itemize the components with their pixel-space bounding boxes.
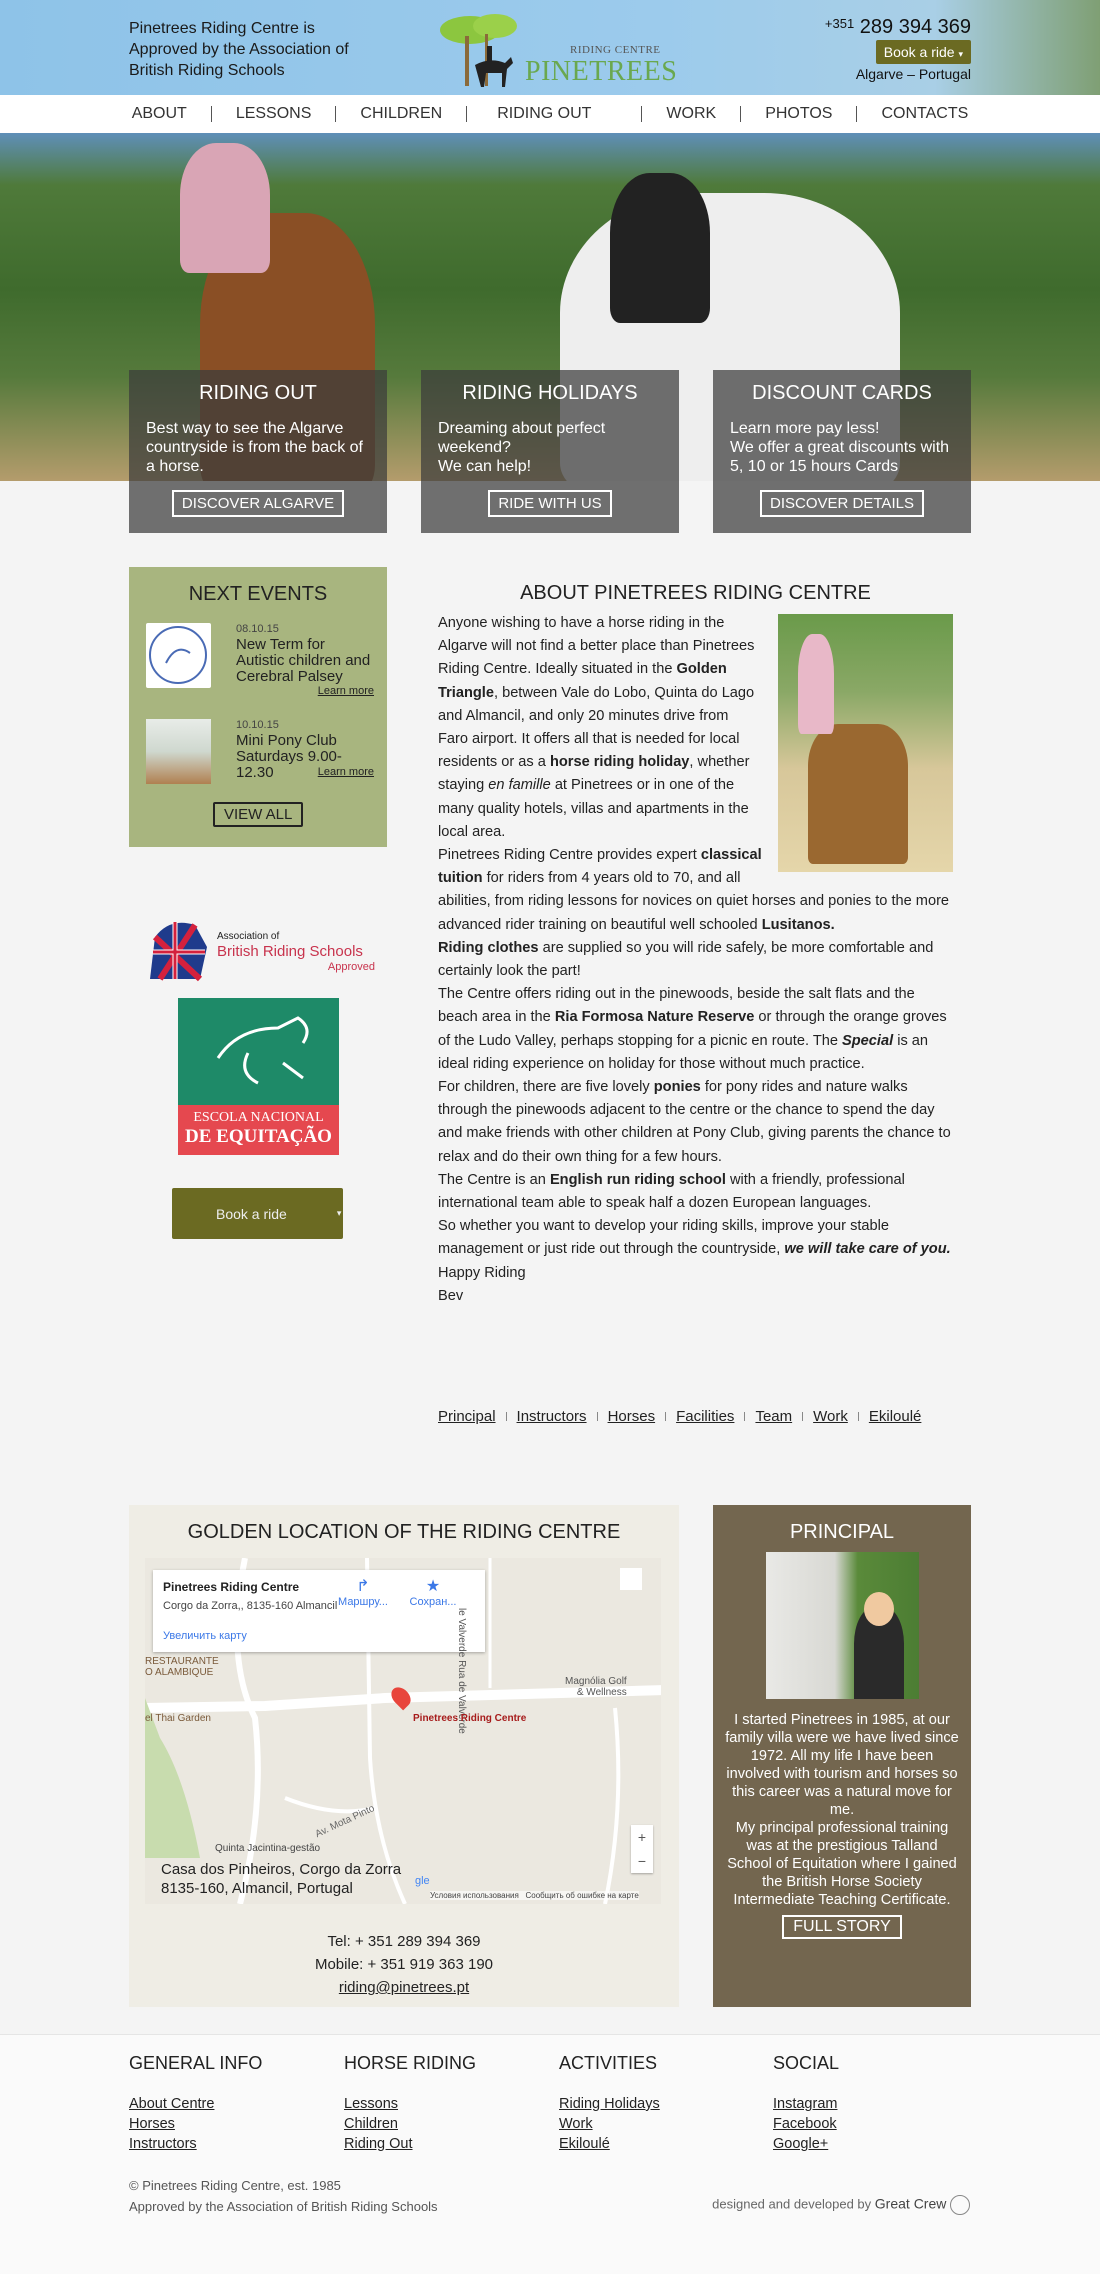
zoom-controls [631, 1825, 653, 1873]
nav-lessons[interactable]: LESSONS [212, 106, 337, 122]
directions-label: Маршру... [338, 1596, 388, 1608]
about-sublinks [438, 1408, 921, 1425]
report-link[interactable]: Сообщить об ошибке на карте [525, 1891, 639, 1900]
principal-photo [766, 1552, 919, 1699]
event-date: 08.10.15 [236, 623, 279, 635]
principal-title: PRINCIPAL [789, 1521, 895, 1543]
save-button[interactable] [403, 1576, 463, 1608]
book-a-ride-button[interactable] [876, 40, 971, 64]
info-place: Pinetrees Riding Centre [163, 1580, 300, 1594]
footer-col-social: SOCIAL Instagram Facebook Google+ [773, 2053, 973, 2154]
map-thumbnail-icon[interactable] [620, 1568, 642, 1590]
event-item [146, 719, 374, 789]
map-label: el Thai Garden [145, 1713, 211, 1724]
principal-text: My principal professional training was at the prestigious Talland School of Equitation where I gained the British Horse Society Intermediate Teaching Certificate. [727, 1820, 957, 1908]
card-text: Dreaming about perfect weekend? We can help! [438, 420, 606, 475]
copyright: © Pinetrees Riding Centre, est. 1985 Approved by the Association of British Riding Schools [129, 2178, 438, 2214]
card-riding-holidays [421, 370, 679, 533]
terms-link[interactable]: Условия использования [430, 1891, 519, 1900]
header-tagline: Pinetrees Riding Centre is Approved by the Association of British Riding Schools [129, 20, 349, 79]
caret-down-icon: ▾ [958, 49, 963, 59]
about-paragraph: Pinetrees Riding Centre provides expert classical tuition for riders from 4 years old to 70, and all abilities, from riding lessons for novices on quiet horses and ponies to the more advanced rider training on beautiful well schooled Lusitanos. [438, 847, 950, 933]
pine-tree-rider-icon [435, 10, 525, 88]
ene-text: DE EQUITAÇÃO [185, 1126, 332, 1147]
pin-label: Pinetrees Riding Centre [413, 1713, 527, 1724]
about-paragraph: Riding clothes are supplied so you will ride safely, be more comfortable and certainly look the part! [438, 939, 934, 980]
star-icon: ★ [425, 1578, 441, 1595]
principal-text: I started Pinetrees in 1985, at our family villa were we have lived since 1972. All my life I have been involved with tourism and horses so this career was a natural move for me. [725, 1712, 959, 1818]
map-label: RESTAURANTE O ALAMBIQUE [145, 1656, 219, 1678]
link-instructors[interactable]: Instructors [516, 1408, 587, 1425]
google-map[interactable] [145, 1558, 661, 1904]
event-title: New Term for Autistic children and Cerebral Palsey [236, 636, 371, 685]
zoom-out-button[interactable]: − [637, 1853, 647, 1869]
ride-with-us-button[interactable]: RIDE WITH US [488, 490, 611, 517]
directions-button[interactable] [333, 1576, 393, 1608]
book-a-ride-sidebar-button[interactable] [172, 1188, 343, 1239]
nav-work[interactable]: WORK [642, 106, 741, 122]
card-title: RIDING OUT [199, 382, 317, 404]
nav-photos[interactable]: PHOTOS [741, 106, 857, 122]
event-thumbnail [146, 623, 211, 688]
mobile: Mobile: + 351 919 363 190 [314, 1956, 494, 1973]
footer-link[interactable]: Instructors [129, 2136, 197, 2152]
footer-link[interactable]: About Centre [129, 2096, 215, 2112]
card-text: Best way to see the Algarve countryside is from the back of a horse. [146, 420, 363, 475]
abrs-name: British Riding Schools [217, 943, 363, 960]
directions-icon: ↱ [356, 1578, 370, 1595]
footer-link[interactable]: Riding Out [344, 2136, 413, 2152]
map-footer [430, 1891, 639, 1900]
learn-more-link[interactable]: Learn more [317, 685, 374, 697]
book-label: Book a ride [216, 1205, 287, 1222]
map-label: Av. Mota Pinto [313, 1802, 377, 1841]
logo-subtitle: RIDING CENTRE [570, 44, 661, 56]
link-facilities[interactable]: Facilities [676, 1408, 735, 1425]
full-story-button[interactable]: FULL STORY [782, 1915, 902, 1939]
save-label: Сохран... [409, 1596, 457, 1608]
about-paragraph: So whether you want to develop your riding skills, improve your stable management or just ride out through the countryside, we will take care of you. [438, 1218, 951, 1258]
about-section [438, 582, 953, 1308]
facebook-link[interactable]: Facebook [773, 2116, 837, 2132]
principal-panel [713, 1505, 971, 2007]
email-link[interactable]: riding@pinetrees.pt [338, 1979, 470, 1996]
great-crew-logo-icon [950, 2195, 970, 2215]
footer-link[interactable]: Work [559, 2116, 593, 2132]
abrs-text: Association of [217, 931, 280, 942]
event-date: 10.10.15 [236, 719, 279, 731]
location-title: GOLDEN LOCATION OF THE RIDING CENTRE [187, 1521, 621, 1543]
enlarge-map-link[interactable]: Увеличить карту [163, 1630, 247, 1642]
footer-col-horse-riding: HORSE RIDING Lessons Children Riding Out [344, 2053, 544, 2154]
instagram-link[interactable]: Instagram [773, 2096, 838, 2112]
link-horses[interactable]: Horses [607, 1408, 656, 1425]
events-title: NEXT EVENTS [188, 583, 328, 605]
galloping-horse-icon [178, 998, 339, 1105]
link-team[interactable]: Team [755, 1408, 793, 1425]
map-label: Quinta Jacintina-gestão [215, 1843, 321, 1854]
about-text [438, 612, 953, 1308]
developer-credit[interactable]: designed and developed by Great Crew [712, 2195, 970, 2215]
nav-about[interactable]: ABOUT [108, 106, 212, 122]
google-logo: gle [415, 1875, 430, 1887]
card-title: RIDING HOLIDAYS [462, 382, 638, 404]
site-footer [0, 2034, 1100, 2274]
link-principal[interactable]: Principal [438, 1408, 496, 1425]
logo-title: PINETREES [525, 56, 678, 87]
about-paragraph: For children, there are five lovely ponies for pony rides and nature walks through the pinewoods adjacent to the centre or the chance to spend the day and make friends with other children at Pony Club, giving parents the chance to relax and do their own thing for a few hours. [438, 1079, 951, 1165]
link-ekiloule[interactable]: Ekiloulé [868, 1408, 922, 1425]
footer-col-general-info: GENERAL INFO About Centre Horses Instructors [129, 2053, 329, 2154]
footer-link[interactable]: Horses [129, 2116, 175, 2132]
site-logo[interactable] [435, 10, 678, 88]
footer-link[interactable]: Children [344, 2116, 398, 2132]
ene-text: ESCOLA NACIONAL [193, 1110, 324, 1125]
phone-prefix: +351 [824, 16, 855, 31]
about-paragraph: The Centre offers riding out in the pinewoods, beside the salt flats and the beach area in the Ria Formosa Nature Reserve or through the orange groves of the Ludo Valley, perhaps stopping for a picnic en route. The Special is an ideal riding experience on holiday for those without much practice. [438, 986, 947, 1072]
about-title: ABOUT PINETREES RIDING CENTRE [520, 582, 871, 604]
event-title: Mini Pony Club Saturdays 9.00-12.30 [236, 732, 342, 781]
nav-children[interactable]: CHILDREN [336, 106, 467, 122]
nav-contacts[interactable]: CONTACTS [881, 105, 969, 122]
abrs-approved: Approved [327, 961, 375, 973]
signoff: Happy Riding [438, 1264, 526, 1281]
info-address: Corgo da Zorra,, 8135-160 Almancil [163, 1600, 338, 1612]
discover-algarve-button[interactable]: DISCOVER ALGARVE [172, 490, 344, 517]
book-label: Book a ride [883, 44, 955, 60]
card-text: Learn more pay less! We offer a great discounts with 5, 10 or 15 hours Cards [730, 420, 950, 475]
card-discount-cards [713, 370, 971, 533]
link-work[interactable]: Work [813, 1408, 848, 1425]
next-events-panel [129, 567, 387, 847]
view-all-button[interactable]: VIEW ALL [213, 802, 303, 827]
tel: Tel: + 351 289 394 369 [327, 1933, 481, 1950]
contact-info [129, 1930, 679, 1999]
card-riding-out [129, 370, 387, 533]
header-phone[interactable] [825, 16, 971, 39]
map-label: Magnólia Golf & Wellness [565, 1676, 627, 1698]
phone-number: 289 394 369 [859, 16, 971, 38]
location-panel [129, 1505, 679, 2007]
footer-link[interactable]: Lessons [344, 2096, 399, 2112]
union-jack-horse-icon [145, 917, 210, 982]
main-nav [0, 95, 1100, 133]
map-info-window [153, 1570, 485, 1652]
about-paragraph: Anyone wishing to have a horse riding in the Algarve will not find a better place than Pinetrees Riding Centre. Ideally situated in the Golden Triangle, between Vale do Lobo, Quinta do Lago and Almancil, and only 20 minutes drive from Faro airport. It offers all that is needed for local residents or as a horse riding holiday, whether staying en famille at Pinetrees or in one of the many quality hotels, villas and apartments in the local area. [438, 615, 755, 840]
footer-link[interactable]: Ekiloulé [559, 2136, 610, 2152]
discover-details-button[interactable]: DISCOVER DETAILS [760, 490, 924, 517]
escola-nacional-logo[interactable] [178, 998, 339, 1155]
learn-more-link[interactable]: Learn more [317, 766, 374, 778]
rider-shape [180, 143, 270, 273]
card-title: DISCOUNT CARDS [752, 382, 932, 404]
nav-riding-out[interactable]: RIDING OUT [467, 106, 642, 122]
rider-photo [778, 614, 953, 872]
caret-down-icon: ▾ [336, 1208, 342, 1218]
abrs-logo[interactable] [145, 915, 375, 985]
address: Casa dos Pinheiros, Corgo da Zorra 8135-160, Almancil, Portugal [161, 1861, 402, 1897]
google-plus-link[interactable]: Google+ [773, 2136, 829, 2152]
rider-shape [610, 173, 710, 323]
event-item [146, 623, 374, 697]
site-header [0, 0, 1100, 95]
abrs-text [217, 943, 363, 960]
footer-link[interactable]: Riding Holidays [559, 2096, 660, 2112]
footer-col-activities: ACTIVITIES Riding Holidays Work Ekiloulé [559, 2053, 759, 2154]
map-label: le Valverde Rua de Valverde [456, 1608, 467, 1734]
event-thumbnail [146, 719, 211, 784]
about-paragraph: The Centre is an English run riding school with a friendly, professional international team able to speak half a dozen European languages. [438, 1171, 905, 1212]
signature: Bev [438, 1287, 464, 1304]
zoom-in-button[interactable]: + [637, 1829, 647, 1845]
header-region: Algarve – Portugal [855, 66, 971, 82]
